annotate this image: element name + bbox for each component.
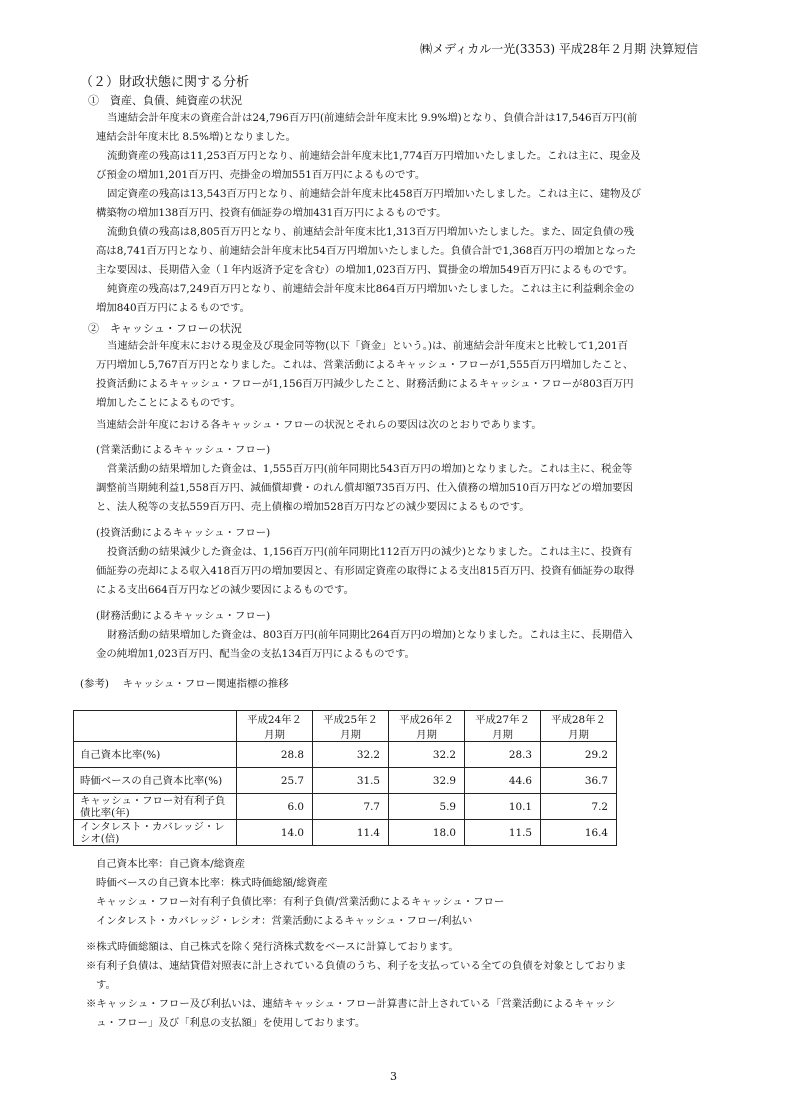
investing-line-0: 投資活動の結果減少した資金は、1,156百万円(前年同期比112百万円の減少)となりました。これは主に、投資有 [107, 546, 633, 558]
cashflow-line-2: 投資活動によるキャッシュ・フローが1,156百万円減少したこと、財務活動によるキャッシュ・フローが803百万円 [96, 378, 634, 390]
table-row [74, 742, 617, 768]
note-item: ュ・フロー」及び「利息の支払額」を使用しております。 [96, 1017, 366, 1029]
financing-line-0: 財務活動の結果増加した資金は、803百万円(前年同期比264百万円の増加)となりました。これは主に、長期借入 [107, 629, 633, 641]
table-cell: 11.4 [313, 820, 389, 846]
table-row [74, 820, 617, 846]
assets-line-9: 純資産の残高は7,249百万円となり、前連結会計年度末比864百万円増加いたしました。これは主に利益剰余金の [107, 283, 635, 295]
table-cell: 28.3 [465, 742, 541, 768]
table-header-row [74, 711, 617, 742]
table-cell: 6.0 [237, 794, 313, 820]
definition-item: 時価ベースの自己資本比率：株式時価総額/総資産 [96, 877, 328, 889]
cashflow-line-3: 増加したことによるものです。 [96, 397, 241, 409]
table-header-blank [74, 711, 237, 742]
table-cell: 16.4 [541, 820, 617, 846]
assets-line-5: 構築物の増加138百万円、投資有価証券の増加431百万円によるものです。 [96, 207, 447, 219]
financing-title: (財務活動によるキャッシュ・フロー) [96, 610, 271, 622]
cashflow-intro: 当連結会計年度における各キャッシュ・フローの状況とそれらの要因は次のとおりであります。 [96, 419, 542, 431]
page-number: 3 [390, 1070, 397, 1083]
assets-line-3: び預金の増加1,201百万円、売掛金の増加551百万円によるものです。 [96, 169, 426, 181]
cashflow-line-0: 当連結会計年度末における現金及び現金同等物(以下「資金」という。)は、前連結会計年度末と比較して1,201百 [107, 340, 629, 352]
table-cell: 44.6 [465, 768, 541, 794]
assets-line-6: 流動負債の残高は8,805百万円となり、前連結会計年度末比1,313百万円増加いたしました。また、固定負債の残 [107, 226, 635, 238]
table-cell: 29.2 [541, 742, 617, 768]
investing-line-1: 価証券の売却による収入418百万円の増加要因と、有形固定資産の取得による支出815百万円、投資有価証券の取得 [96, 565, 635, 577]
table-cell: 32.2 [389, 742, 465, 768]
table-cell: 7.7 [313, 794, 389, 820]
operating-title: (営業活動によるキャッシュ・フロー) [96, 444, 271, 456]
note-item: す。 [96, 979, 116, 991]
table-header-h26: 平成26年２月期 [389, 711, 465, 742]
table-cell: 31.5 [313, 768, 389, 794]
definition-item: 自己資本比率：自己資本/総資産 [96, 858, 245, 870]
row-label: キャッシュ・フロー対有利子負債比率(年) [74, 794, 237, 820]
table-header-h27: 平成27年２月期 [465, 711, 541, 742]
definition-item: キャッシュ・フロー対有利子負債比率：有利子負債/営業活動によるキャッシュ・フロー [96, 896, 505, 908]
assets-line-4: 固定資産の残高は13,543百万円となり、前連結会計年度末比458百万円増加いたしました。これは主に、建物及び [107, 188, 642, 200]
table-cell: 28.8 [237, 742, 313, 768]
investing-title: (投資活動によるキャッシュ・フロー) [96, 527, 271, 539]
assets-line-0: 当連結会計年度末の資産合計は24,796百万円(前連結会計年度末比 9.9%増)となり、負債合計は17,546百万円(前 [107, 112, 638, 124]
table-header-h28: 平成28年２月期 [541, 711, 617, 742]
section-title: （２）財政状態に関する分析 [80, 75, 250, 90]
operating-line-2: と、法人税等の支払559百万円、売上債権の増加528百万円などの減少要因によるものです。 [96, 501, 530, 513]
investing-line-2: による支出664百万円などの減少要因によるものです。 [96, 584, 354, 596]
table-cell: 25.7 [237, 768, 313, 794]
row-label: インタレスト・カバレッジ・レシオ(倍) [74, 820, 237, 846]
table-cell: 32.2 [313, 742, 389, 768]
row-label: 自己資本比率(%) [74, 742, 237, 768]
table-row [74, 794, 617, 820]
note-item: ※株式時価総額は、自己株式を除く発行済株式数をベースに計算しております。 [86, 941, 459, 953]
assets-line-7: 高は8,741百万円となり、前連結会計年度末比54百万円増加いたしました。負債合計で1,368百万円の増加となった [96, 245, 637, 257]
table-cell: 11.5 [465, 820, 541, 846]
table-cell: 10.1 [465, 794, 541, 820]
document-header: ㈱メディカル一光(3353) 平成28年２月期 決算短信 [420, 42, 698, 56]
table-cell: 18.0 [389, 820, 465, 846]
table-cell: 5.9 [389, 794, 465, 820]
subsection-title-cashflow: ② キャッシュ・フローの状況 [88, 322, 242, 335]
subsection-title-assets: ① 資産、負債、純資産の状況 [88, 94, 242, 107]
cashflow-indicator-table [73, 710, 617, 846]
assets-line-2: 流動資産の残高は11,253百万円となり、前連結会計年度末比1,774百万円増加いたしました。これは主に、現金及 [107, 150, 641, 162]
assets-line-1: 連結会計年度末比 8.5%増)となりました。 [96, 131, 297, 143]
cashflow-line-1: 万円増加し5,767百万円となりました。これは、営業活動によるキャッシュ・フローが1,555百万円増加したこと、 [96, 359, 634, 371]
note-item: ※有利子負債は、連結貸借対照表に計上されている負債のうち、利子を支払っている全ての負債を対象としておりま [86, 960, 627, 972]
table-cell: 32.9 [389, 768, 465, 794]
definition-item: インタレスト・カバレッジ・レシオ：営業活動によるキャッシュ・フロー/利払い [96, 915, 473, 927]
row-label: 時価ベースの自己資本比率(%) [74, 768, 237, 794]
assets-line-8: 主な要因は、長期借入金（１年内返済予定を含む）の増加1,023百万円、買掛金の増加549百万円によるものです。 [96, 264, 634, 276]
operating-line-1: 調整前当期純利益1,558百万円、減価償却費・のれん償却額735百万円、仕入債務の増加510百万円などの増加要因 [96, 482, 633, 494]
financing-line-1: 金の純増加1,023百万円、配当金の支払134百万円によるものです。 [96, 648, 415, 660]
table-cell: 36.7 [541, 768, 617, 794]
assets-line-10: 増加840百万円によるものです。 [96, 302, 251, 314]
reference-title: (参考) キャッシュ・フロー関連指標の推移 [80, 678, 289, 690]
table-cell: 14.0 [237, 820, 313, 846]
table-cell: 7.2 [541, 794, 617, 820]
note-item: ※キャッシュ・フロー及び利払いは、連結キャッシュ・フロー計算書に計上されている「営業活動によるキャッシ [86, 998, 616, 1010]
table-header-h25: 平成25年２月期 [313, 711, 389, 742]
table-row [74, 768, 617, 794]
table-header-h24: 平成24年２月期 [237, 711, 313, 742]
operating-line-0: 営業活動の結果増加した資金は、1,555百万円(前年同期比543百万円の増加)となりました。これは主に、税金等 [107, 463, 633, 475]
